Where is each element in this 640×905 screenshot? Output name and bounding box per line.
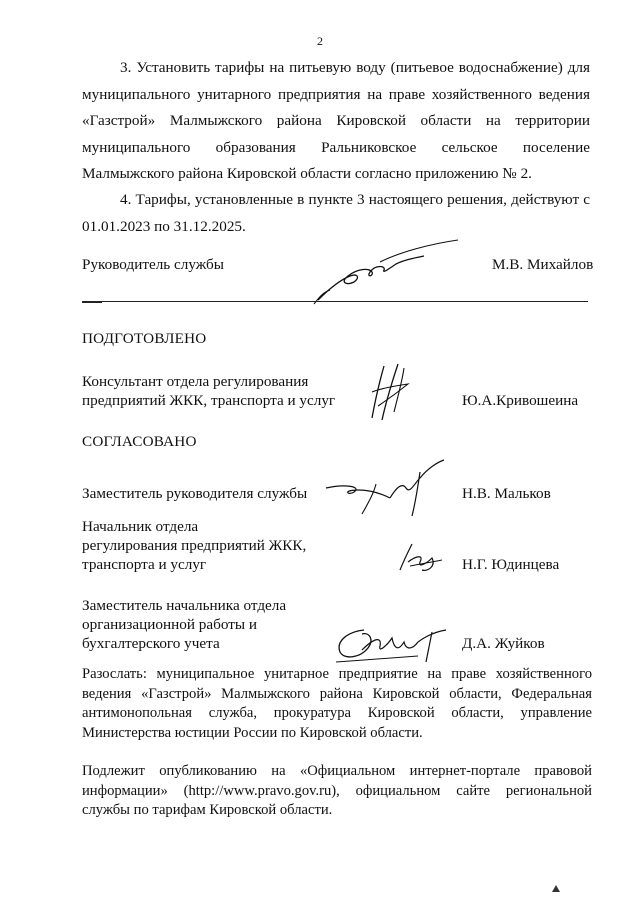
signer-2-position-line-2: регулирования предприятий ЖКК, [82, 537, 307, 554]
head-position: Руководитель службы [82, 256, 224, 273]
head-signature-image [310, 238, 470, 304]
signer-2-position-line-3: транспорта и услуг [82, 556, 207, 573]
prepared-position-line-1: Консультант отдела регулирования [82, 373, 309, 390]
paragraph-3: 3. Установить тарифы на питьевую воду (питьевое водоснабжение) для муниципального унитарного предприятия на праве хозяйственного ведения «Газстрой» Малмыжского района Кировской области на территории муниципального образования Ральниковское сельское поселение Малмыжского района Кировской области согласно приложению № 2. [82, 59, 590, 182]
distribution-paragraph: Разослать: муниципальное унитарное предприятие на праве хозяйственного ведения «Газстрой» Малмыжского района Кировской области, Федеральная антимонопольная служба, прокуратура Кировской области, управление Министерства юстиции России по Кировской области. [82, 666, 592, 741]
signer-2-name: Н.Г. Юдинцева [462, 556, 560, 573]
signer-3-position-line-1: Заместитель начальника отдела [82, 597, 287, 614]
paragraph-4: 4. Тарифы, установленные в пункте 3 настоящего решения, действуют с 01.01.2023 по 31.12.2025. [82, 191, 590, 235]
separator-line [82, 301, 588, 302]
separator-line-mark [82, 301, 102, 303]
page-number: 2 [317, 34, 323, 48]
signer-2-position-line-1: Начальник отдела [82, 518, 199, 535]
signer-2-signature-image [398, 538, 448, 574]
agreed-heading: СОГЛАСОВАНО [82, 433, 197, 450]
prepared-position-line-2: предприятий ЖКК, транспорта и услуг [82, 392, 336, 409]
head-name: М.В. Михайлов [492, 256, 594, 273]
signer-3-position-line-2: организационной работы и [82, 616, 257, 633]
signer-3-name: Д.А. Жуйков [462, 635, 545, 652]
corner-mark-icon [551, 883, 561, 893]
signer-1-position: Заместитель руководителя службы [82, 485, 308, 502]
prepared-heading: ПОДГОТОВЛЕНО [82, 330, 207, 347]
prepared-signature-image [368, 362, 418, 422]
prepared-name: Ю.А.Кривошеина [462, 392, 579, 409]
signer-3-signature-image [334, 620, 450, 666]
signer-3-position-line-3: бухгалтерского учета [82, 635, 220, 652]
signer-1-signature-image [324, 458, 454, 518]
publication-paragraph: Подлежит опубликованию на «Официальном интернет-портале правовой информации» (http://www.pravo.gov.ru), официальном сайте региональной службы по тарифам Кировской области. [82, 763, 592, 818]
signer-1-name: Н.В. Мальков [462, 485, 551, 502]
